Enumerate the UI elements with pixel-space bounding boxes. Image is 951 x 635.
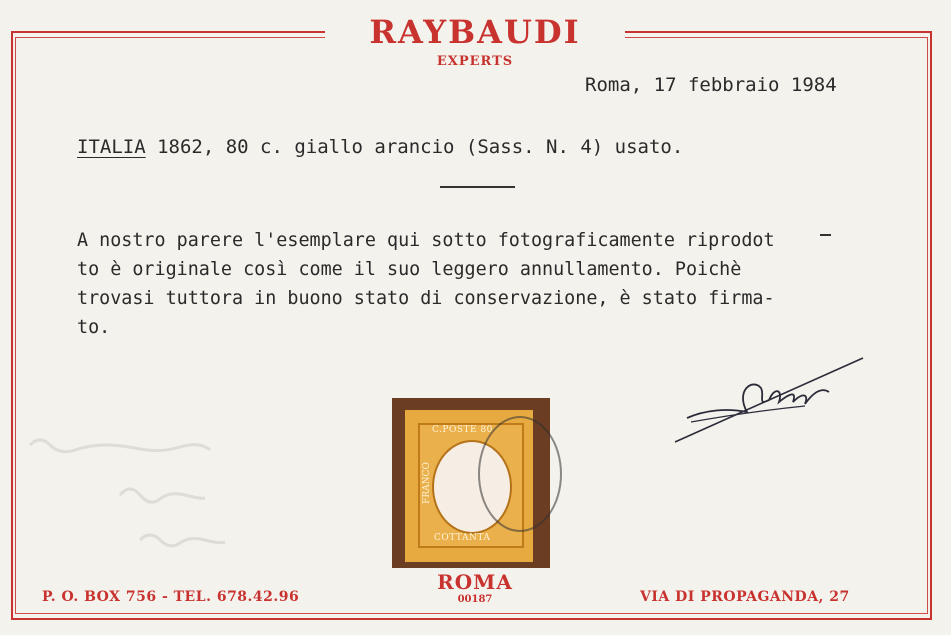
typewriter-overstrike [820,234,831,236]
stamp-top-text: C.POSTE 80 [432,425,493,435]
expert-signature [665,350,875,450]
opinion-text [77,226,775,342]
footer-address: VIA DI PROPAGANDA, 27 [640,589,850,605]
stamp-bottom-text: COTTANTA [434,533,491,543]
opinion-line: trovasi tuttora in buono stato di conservazione, è stato firma- [77,288,775,309]
faint-pencil-notes [10,425,310,575]
subject-description: 1862, 80 c. giallo arancio (Sass. N. 4) usato. [145,136,684,158]
opinion-line: to. [77,317,111,338]
opinion-line: to è originale così come il suo leggero annullamento. Poichè [77,259,742,280]
brand-name: RAYBAUDI [369,13,581,51]
brand-subtitle: EXPERTS [436,54,514,69]
postmark-circle [478,416,562,532]
subject-country: ITALIA [77,136,146,158]
footer-zip: 00187 [457,594,493,605]
stamp-side-text: FRANCO [421,462,432,504]
separator-rule [440,186,515,188]
opinion-line: A nostro parere l'esemplare qui sotto fotograficamente riprodot [77,230,775,251]
date-line: Roma, 17 febbraio 1984 [585,74,837,96]
footer-contact: P. O. BOX 756 - TEL. 678.42.96 [42,589,300,605]
subject-line [77,136,683,158]
footer-city: ROMA [437,570,513,594]
brand-banner [325,12,625,52]
